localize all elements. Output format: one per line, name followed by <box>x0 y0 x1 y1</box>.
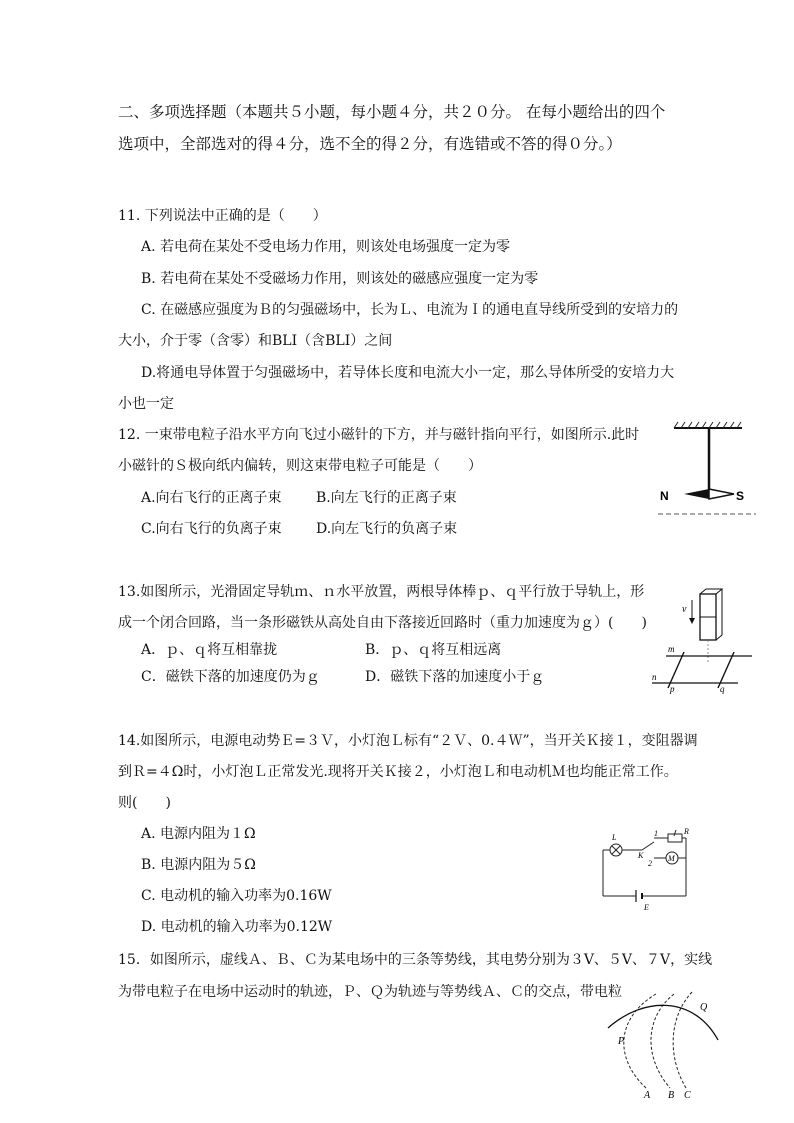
fig-label-k: K <box>638 851 644 860</box>
compass-needle-figure <box>640 418 760 520</box>
q13-option-c: C．磁铁下落的加速度仍为ｇ <box>141 669 320 685</box>
q12-option-d: D.向左飞行的负离子束 <box>316 521 458 537</box>
fig-label-r: R <box>684 828 689 836</box>
fig-label-a: A <box>644 1090 651 1100</box>
q11-option-b: B. 若电荷在某处不受磁场力作用，则该处的磁感应强度一定为零 <box>141 271 539 287</box>
q14-option-d: D. 电动机的输入功率为0.12W <box>141 919 333 935</box>
q14-stem-line2: 到Ｒ=４Ω时，小灯泡Ｌ正常发光.现将开关Ｋ接２，小灯泡Ｌ和电动机Ｍ也均能正常工作。 <box>118 764 678 780</box>
q11-option-d-line2: 小也一定 <box>118 396 174 412</box>
q14-option-c: C. 电动机的输入功率为0.16W <box>141 888 332 904</box>
q15-stem-line2: 为带电粒子在电场中运动时的轨迹，Ｐ、Ｑ为轨迹与等势线Ａ、Ｃ的交点，带电粒 <box>118 984 622 1000</box>
q14-stem-line1: 14.如图所示，电源电动势Ｅ=３Ｖ，小灯泡Ｌ标有“２Ｖ、0.４Ｗ”，当开关Ｋ接１，变阻器调 <box>118 733 698 749</box>
fig-label-s: S <box>736 489 745 503</box>
equipotential-figure <box>604 988 728 1100</box>
q13-option-d: D．磁铁下落的加速度小于ｇ <box>365 669 545 685</box>
fig-label-q: Q <box>700 1002 708 1013</box>
rails-magnet-figure <box>648 588 758 694</box>
q14-option-b: B. 电源内阻为５Ω <box>141 857 256 873</box>
fig-label-q: q <box>720 684 725 694</box>
q12-stem-line1: 12. 一束带电粒子沿水平方向飞过小磁针的下方，并与磁针指向平行，如图所示.此时 <box>118 427 640 443</box>
q15-stem-line1: 15．如图所示，虚线Ａ、Ｂ、Ｃ为某电场中的三条等势线，其电势分别为３V、５V、７V，实线 <box>118 952 713 968</box>
q11-option-c-line1: C. 在磁感应强度为Ｂ的匀强磁场中，长为Ｌ、电流为Ｉ的通电直导线所受到的安培力的 <box>141 302 679 318</box>
q13-stem-line1: 13.如图所示，光滑固定导轨ｍ、ｎ水平放置，两根导体棒ｐ、ｑ平行放于导轨上，形 <box>118 584 645 600</box>
fig-label-l: L <box>612 833 617 842</box>
fig-label-p: P <box>618 1036 625 1047</box>
section-title-line1: 二、多项选择题（本题共５小题，每小题４分，共２０分。 在每小题给出的四个 <box>118 103 666 121</box>
q13-option-b: B．ｐ、ｑ将互相远离 <box>365 642 502 658</box>
q13-stem-line2: 成一个闭合回路，当一条形磁铁从高处自由下落接近回路时（重力加速度为ｇ）( ) <box>118 615 647 631</box>
fig-label-m: m <box>668 644 675 654</box>
q14-option-a: A. 电源内阻为１Ω <box>141 826 256 842</box>
fig-label-e: E <box>644 903 649 912</box>
q13-option-a: A．ｐ、ｑ将互相靠拢 <box>141 642 278 658</box>
fig-label-b: B <box>668 1090 675 1100</box>
circuit-figure <box>598 828 702 912</box>
fig-label-n: N <box>660 489 669 503</box>
q14-stem-line3: 则( ) <box>118 795 171 811</box>
fig-label-v: v <box>682 604 687 615</box>
fig-label-c: C <box>684 1090 691 1100</box>
q12-option-a: A.向右飞行的正离子束 <box>141 490 282 506</box>
fig-label-1: 1 <box>654 829 658 838</box>
q12-stem-line2: 小磁针的Ｓ极向纸内偏转，则这束带电粒子可能是（ ） <box>118 458 482 474</box>
q12-option-b: B.向左飞行的正离子束 <box>316 490 457 506</box>
fig-label-m: M <box>668 854 675 863</box>
q11-stem: 11. 下列说法中正确的是（ ） <box>118 208 327 224</box>
fig-label-p: p <box>670 684 675 694</box>
q12-option-c: C.向右飞行的负离子束 <box>141 521 282 537</box>
q11-option-c-line2: 大小，介于零（含零）和BLI（含BLI）之间 <box>118 333 393 349</box>
fig-label-n: n <box>652 672 657 682</box>
section-title-line2: 选项中，全部选对的得４分，选不全的得２分，有选错或不答的得０分。） <box>118 135 622 153</box>
fig-label-2: 2 <box>648 859 652 868</box>
q11-option-a: A. 若电荷在某处不受电场力作用，则该处电场强度一定为零 <box>141 239 511 255</box>
q11-option-d-line1: D.将通电导体置于匀强磁场中，若导体长度和电流大小一定，那么导体所受的安培力大 <box>141 365 675 381</box>
